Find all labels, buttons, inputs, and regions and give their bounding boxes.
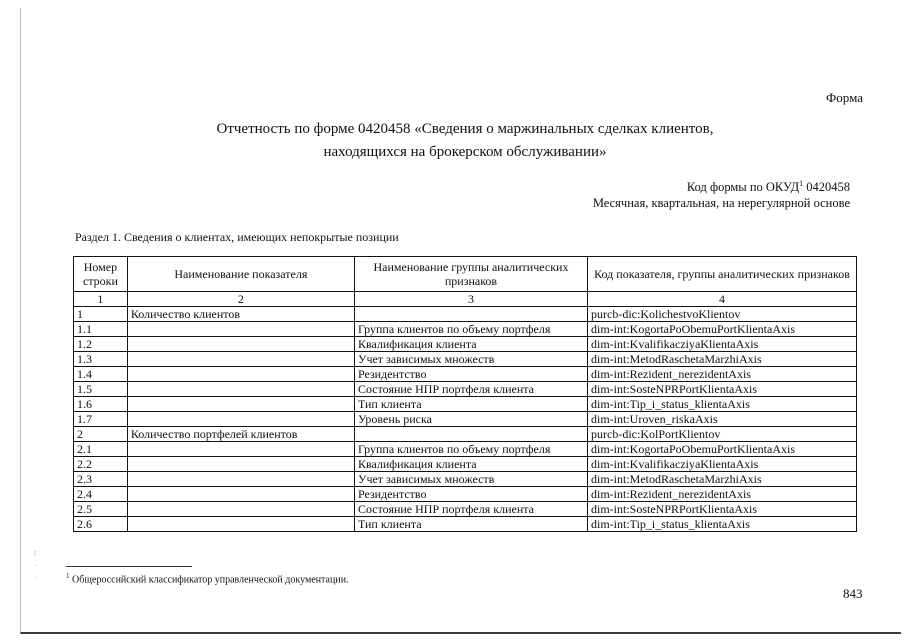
indicator-name-cell <box>127 337 354 352</box>
group-name-cell: Группа клиентов по объему портфеля <box>354 442 587 457</box>
table-row <box>74 442 857 457</box>
form-label: Форма <box>826 90 863 105</box>
indicator-name-cell <box>127 412 354 427</box>
code-cell: purcb-dic:KolPortKlientov <box>588 427 857 442</box>
indicators-table <box>73 256 857 532</box>
row-number-cell: 1.1 <box>74 322 128 337</box>
table-row <box>74 517 857 532</box>
header-group-name: Наименование группы аналитических признаков <box>354 257 587 292</box>
row-number-cell: 2.4 <box>74 487 128 502</box>
code-cell: dim-int:MetodRaschetaMarzhiAxis <box>588 352 857 367</box>
table-row <box>74 502 857 517</box>
group-name-cell <box>354 427 587 442</box>
indicator-name-cell <box>127 397 354 412</box>
group-name-cell <box>354 307 587 322</box>
row-number-cell: 1.2 <box>74 337 128 352</box>
table-row <box>74 382 857 397</box>
table-header-row <box>74 257 857 292</box>
group-name-cell: Тип клиента <box>354 517 587 532</box>
code-cell: dim-int:KogortaPoObemuPortKlientaAxis <box>588 322 857 337</box>
code-cell: dim-int:Rezident_nerezidentAxis <box>588 367 857 382</box>
row-number-cell: 2.1 <box>74 442 128 457</box>
row-number-cell: 2.2 <box>74 457 128 472</box>
column-number: 1 <box>74 292 128 307</box>
indicator-name-cell <box>127 382 354 397</box>
margin-marks: ⁞ · · <box>34 550 37 582</box>
indicator-name-cell <box>127 487 354 502</box>
table-row <box>74 352 857 367</box>
group-name-cell: Группа клиентов по объему портфеля <box>354 322 587 337</box>
column-number: 4 <box>588 292 857 307</box>
code-cell: dim-int:Tip_i_status_klientaAxis <box>588 517 857 532</box>
code-cell: dim-int:Rezident_nerezidentAxis <box>588 487 857 502</box>
row-number-cell: 2.3 <box>74 472 128 487</box>
footnote-text: Общероссийский классификатор управленческой документации. <box>69 574 349 586</box>
footnote <box>66 572 349 585</box>
periodicity: Месячная, квартальная, на нерегулярной основе <box>592 196 850 211</box>
group-name-cell: Состояние НПР портфеля клиента <box>354 502 587 517</box>
section-title: Раздел 1. Сведения о клиентах, имеющих непокрытые позиции <box>75 230 399 244</box>
indicator-name-cell <box>127 442 354 457</box>
table-row <box>74 367 857 382</box>
row-number-cell: 1.5 <box>74 382 128 397</box>
form-codes <box>593 176 850 211</box>
code-cell: dim-int:Uroven_riskaAxis <box>588 412 857 427</box>
page-number: 843 <box>843 586 863 601</box>
okud-value: 0420458 <box>803 180 850 195</box>
indicator-name-cell: Количество портфелей клиентов <box>127 427 354 442</box>
indicator-name-cell <box>127 472 354 487</box>
indicator-name-cell: Количество клиентов <box>127 307 354 322</box>
code-cell: dim-int:KogortaPoObemuPortKlientaAxis <box>588 442 857 457</box>
group-name-cell: Квалификация клиента <box>354 337 587 352</box>
okud-footnote-ref: 1 <box>799 179 804 188</box>
code-cell: purcb-dic:KolichestvoKlientov <box>588 307 857 322</box>
row-number-cell: 2 <box>74 427 128 442</box>
indicator-name-cell <box>127 352 354 367</box>
column-number: 3 <box>354 292 587 307</box>
row-number-cell: 1.4 <box>74 367 128 382</box>
group-name-cell: Квалификация клиента <box>354 457 587 472</box>
page-title <box>120 118 810 164</box>
table-row <box>74 487 857 502</box>
group-name-cell: Тип клиента <box>354 397 587 412</box>
indicator-name-cell <box>127 457 354 472</box>
footnote-marker: 1 <box>66 572 70 580</box>
group-name-cell: Резидентство <box>354 367 587 382</box>
table-row <box>74 457 857 472</box>
row-number-cell: 1.7 <box>74 412 128 427</box>
okud-code <box>593 176 850 195</box>
group-name-cell: Уровень риска <box>354 412 587 427</box>
group-name-cell: Состояние НПР портфеля клиента <box>354 382 587 397</box>
title-line-1: Отчетность по форме 0420458 «Сведения о маржинальных сделках клиентов, <box>216 121 714 137</box>
table-row <box>74 322 857 337</box>
row-number-cell: 2.6 <box>74 517 128 532</box>
column-numbers-row <box>74 292 857 307</box>
table-row <box>74 307 857 322</box>
table-row <box>74 472 857 487</box>
footnote-separator <box>66 566 192 567</box>
group-name-cell: Резидентство <box>354 487 587 502</box>
indicator-name-cell <box>127 517 354 532</box>
row-number-cell: 1.6 <box>74 397 128 412</box>
code-cell: dim-int:Tip_i_status_klientaAxis <box>588 397 857 412</box>
code-cell: dim-int:SosteNPRPortKlientaAxis <box>588 502 857 517</box>
row-number-cell: 2.5 <box>74 502 128 517</box>
column-number: 2 <box>127 292 354 307</box>
code-cell: dim-int:KvalifikacziyaKlientaAxis <box>588 457 857 472</box>
code-cell: dim-int:KvalifikacziyaKlientaAxis <box>588 337 857 352</box>
table-row <box>74 397 857 412</box>
row-number-cell: 1 <box>74 307 128 322</box>
okud-prefix: Код формы по ОКУД <box>686 180 800 195</box>
table-row <box>74 337 857 352</box>
title-line-2: находящихся на брокерском обслуживании» <box>323 144 607 160</box>
header-row-number: Номер строки <box>74 257 128 292</box>
code-cell: dim-int:SosteNPRPortKlientaAxis <box>588 382 857 397</box>
header-indicator-name: Наименование показателя <box>127 257 354 292</box>
group-name-cell: Учет зависимых множеств <box>354 352 587 367</box>
indicator-name-cell <box>127 322 354 337</box>
group-name-cell: Учет зависимых множеств <box>354 472 587 487</box>
header-code: Код показателя, группы аналитических признаков <box>588 257 857 292</box>
indicator-name-cell <box>127 367 354 382</box>
row-number-cell: 1.3 <box>74 352 128 367</box>
table-row <box>74 412 857 427</box>
code-cell: dim-int:MetodRaschetaMarzhiAxis <box>588 472 857 487</box>
table-row <box>74 427 857 442</box>
indicator-name-cell <box>127 502 354 517</box>
